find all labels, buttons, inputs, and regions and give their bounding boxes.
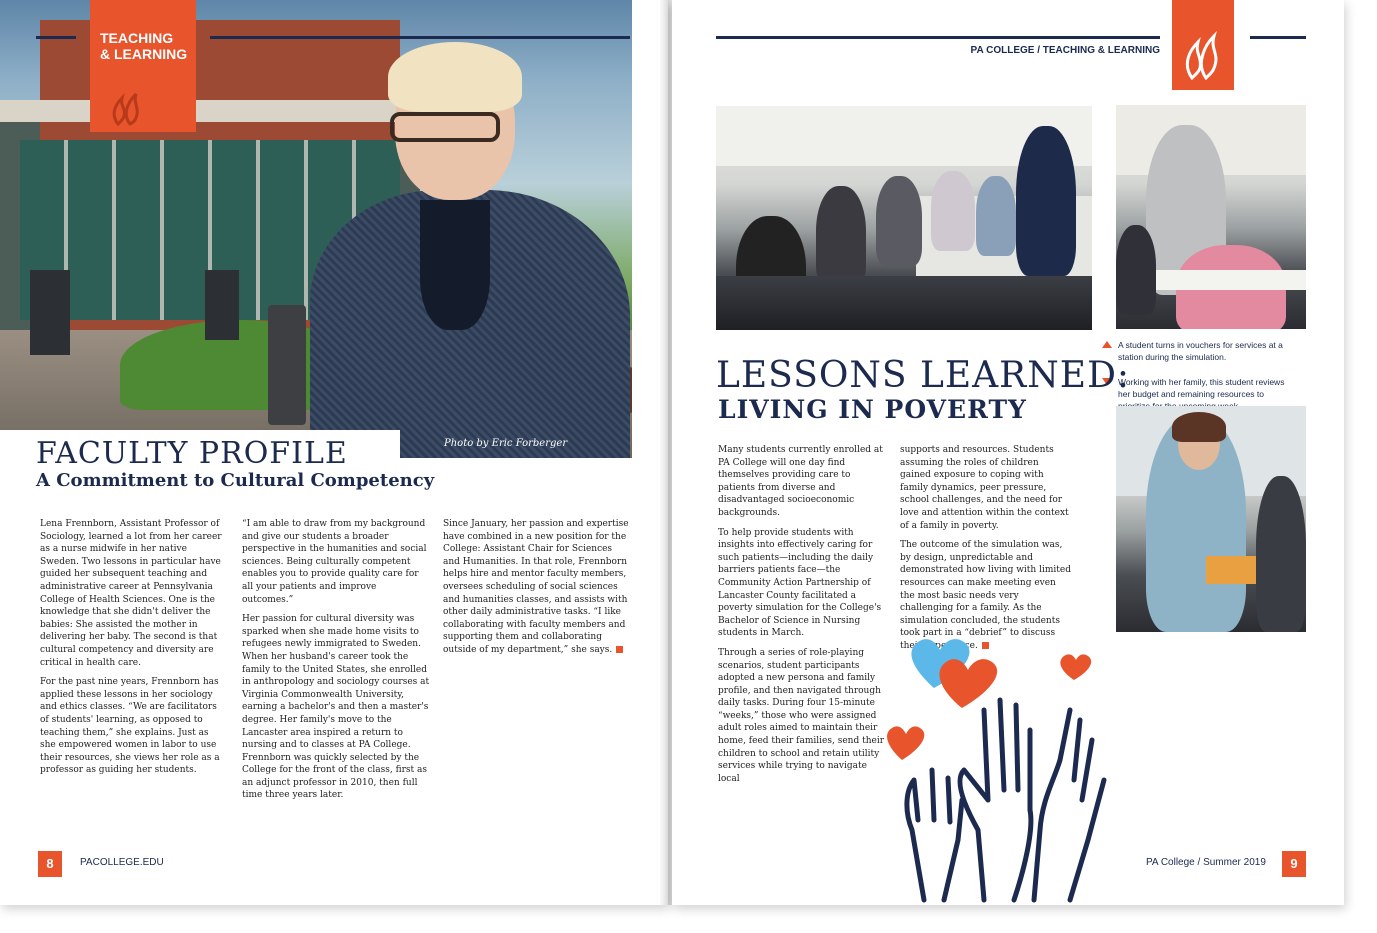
footer-issue: PA College / Summer 2019 <box>1146 857 1266 868</box>
heart-icon <box>939 659 997 708</box>
page-number: 9 <box>1282 851 1306 877</box>
paragraph: Her passion for cultural diversity was sparked when she made home visits to refugees newly immigrated to Sweden. When her husband's career took the family to the United States, she enrolled in anthropology and sociology courses at Virginia Commonwealth University, earning a bachelor's and then a master's degree. Her family's move to the Lancaster area inspired a return to nursing and to classes at PA College. Frennborn was quickly selected by the College for the front of the class, first as an adjunct professor in 2010, then full time three years later. <box>242 614 430 801</box>
caption-bottom-photo: Working with her family, this student reviews her budget and remaining resources to <box>1118 376 1293 412</box>
header-rule-left <box>36 36 76 39</box>
article-title: LESSONS LEARNED: <box>716 355 1131 396</box>
body-column-2 <box>900 444 1072 660</box>
flame-icon <box>108 84 152 126</box>
caption-top-photo: A student turns in vouchers for services at a station during the simulation. <box>1118 339 1293 363</box>
classroom-simulation-photo <box>716 106 1092 330</box>
paragraph: Lena Frennborn, Assistant Professor of Sociology, learned a lot from her career as a nurse midwife in her native Sweden. Two lessons in particular have guided her subsequent teaching and administrative career at Pennsylvania College of Health Sciences. One is the knowledge that she didn't deliver the babies: She assisted the mother in delivering her baby. The second is that cultural competency and diversity are critical in health care. <box>40 519 222 668</box>
left-page <box>0 0 668 905</box>
paragraph: Through a series of role-playing scenarios, student participants adopted a new persona and family profile, and then navigated through daily tasks. During four 15-minute “weeks,” those who were assigned adult roles aimed to maintain their home, feed their families, send their children to school and retain utility services while trying to navigate local <box>718 647 884 784</box>
caption-arrow-up-icon <box>1102 341 1112 348</box>
paragraph: For the past nine years, Frennborn has applied these lessons in her sociology and ethics classes. “We are facilitators of students' learning, as opposed to teaching them,” she explains. Just as she empowered women in labor to use their resources, she views her role as a professor as guiding her students. <box>40 677 220 776</box>
article-subtitle: LIVING IN POVERTY <box>718 395 1027 424</box>
paragraph: To help provide students with insights into effectively caring for such patients—including the daily barriers patients face—the Community Action Partnership of Lancaster County facilitated a poverty simulation for the College's Bachelor of Science in Nursing students in March. <box>718 527 882 639</box>
article-title: FACULTY PROFILE <box>36 436 348 471</box>
vouchers-station-photo <box>1116 105 1306 329</box>
heart-icon <box>1060 654 1091 680</box>
paragraph: Many students currently enrolled at PA College will one day find themselves providing care to patients from diverse and disadvantaged socioeconomic backgrounds. <box>718 445 883 518</box>
page-number: 8 <box>38 851 62 877</box>
body-column-1 <box>718 444 888 792</box>
article-subtitle: A Commitment to Cultural Competency <box>36 470 435 491</box>
header-rule-right <box>1250 36 1306 39</box>
body-column-1 <box>40 518 226 784</box>
kicker-line1: TEACHING <box>100 30 174 46</box>
body-column-2 <box>242 518 430 809</box>
flame-tab <box>1172 0 1234 90</box>
paragraph: The outcome of the simulation was, by design, unpredictable and demonstrated how living with limited resources can make meeting even the most basic needs very challenging for a family. As the simulation concluded, the students took part in a “debrief” to discuss their experience. <box>900 540 1071 651</box>
header-rule-left <box>716 36 1160 39</box>
header-rule-right <box>210 36 630 39</box>
paragraph: “I am able to draw from my background and give our students a broader perspective in the humanities and social sciences. Being culturally competent enables you to provide quality care for all your patients and improve outcomes.” <box>242 519 427 605</box>
right-page <box>672 0 1344 905</box>
body-column-3 <box>443 518 631 664</box>
section-kicker-tab <box>90 0 196 132</box>
end-mark <box>616 646 623 653</box>
section-label: PA COLLEGE / TEACHING & LEARNING <box>970 45 1160 56</box>
photo-credit: Photo by Eric Forberger <box>444 438 568 449</box>
footer-url: PACOLLEGE.EDU <box>80 857 164 868</box>
budget-review-photo <box>1116 406 1306 632</box>
heart-icon <box>887 726 924 760</box>
kicker-line2: & LEARNING <box>100 46 188 62</box>
flame-icon <box>1180 24 1228 80</box>
paragraph: supports and resources. Students assuming the roles of children gained exposure to coping with family dynamics, peer pressure, school challenges, and the need for love and attention within the context of a family in poverty. <box>900 445 1069 531</box>
raised-hands-hearts-illustration <box>884 630 1124 905</box>
paragraph: Since January, her passion and expertise have combined in a new position for the College: Assistant Chair for Sciences and Humanities. In that role, Frennborn helps hire and mentor faculty members, oversees scheduling of social sciences and humanities classes, and assists with other daily administrative tasks. “I like collaborating with faculty members and supporting them and collaborating outside of my department,” she says. <box>443 519 629 655</box>
